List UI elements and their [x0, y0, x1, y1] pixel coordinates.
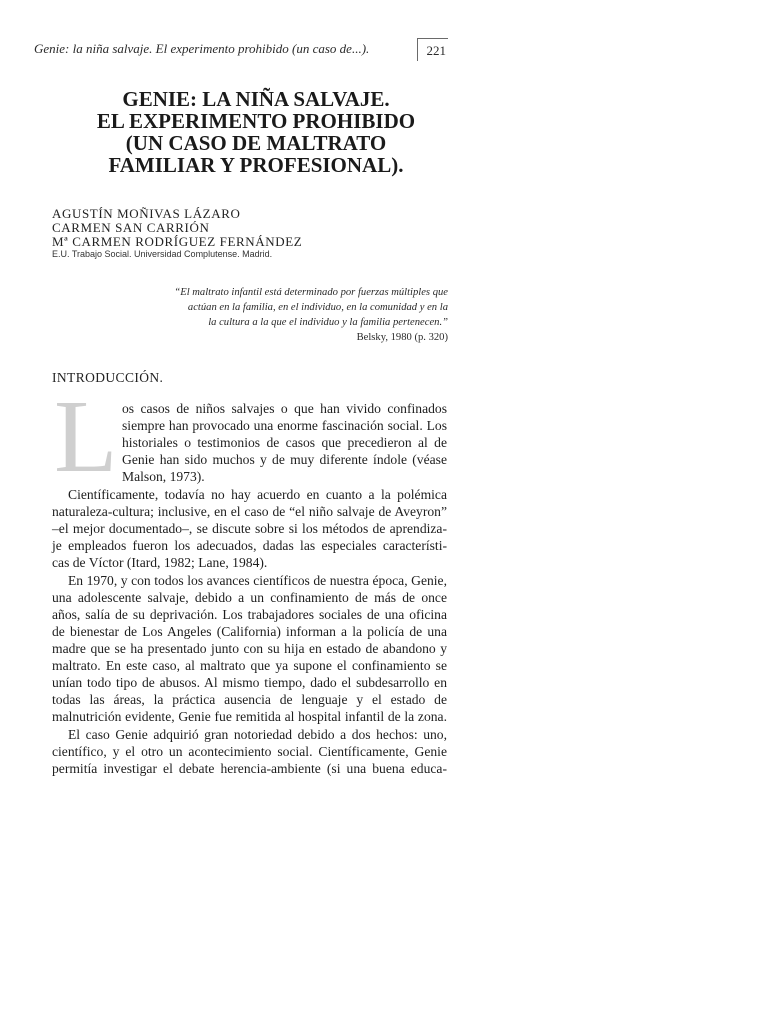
title-line: EL EXPERIMENTO PROHIBIDO: [96, 109, 416, 133]
title-line: (UN CASO DE MALTRATO: [125, 131, 387, 155]
text-line: En 1970, y con todos los avances científicos de nuestra época, Genie,: [68, 573, 447, 588]
text-line: naturaleza-cultura; inclusive, en el caso de “el niño salvaje de Aveyron”: [52, 504, 447, 519]
text-line: malnutrición evidente, Genie fue remitida al hospital infantil de la zona.: [52, 709, 447, 724]
section-heading: INTRODUCCIÓN.: [52, 370, 164, 385]
text-line: cas de Víctor (Itard, 1982; Lane, 1984).: [52, 555, 268, 570]
text-line: –el mejor documentado–, se discute sobre si los métodos de aprendiza-: [52, 521, 447, 536]
text-line: siempre han provocado una enorme fascinación social. Los: [122, 418, 447, 433]
text-line: Científicamente, todavía no hay acuerdo en cuanto a la polémica: [68, 487, 447, 502]
text-line: historiales o testimonios de casos que precedieron al de: [122, 435, 447, 450]
text-line: todas las áreas, la práctica ausencia de lenguaje y el estado de: [52, 692, 447, 707]
author-name: AGUSTÍN MOÑIVAS LÁZARO: [52, 206, 241, 221]
text-line: El caso Genie adquirió gran notoriedad debido a dos hechos: uno,: [68, 727, 447, 742]
running-title: Genie: la niña salvaje. El experimento prohibido (un caso de...).: [34, 41, 370, 56]
author-name: CARMEN SAN CARRIÓN: [52, 220, 210, 235]
text-line: científico, y el otro un acontecimiento social. Científicamente, Genie: [52, 744, 447, 759]
epigraph-source: Belsky, 1980 (p. 320): [356, 332, 448, 343]
text-line: Genie han sido muchos y de muy diferente índole (véase: [122, 452, 447, 467]
text-line: os casos de niños salvajes o que han vivido confinados: [122, 401, 447, 416]
text-line: permitía investigar el debate herencia-ambiente (si una buena educa-: [52, 761, 447, 776]
page-number: 221: [417, 38, 448, 61]
text-line: una adolescente salvaje, debido a un confinamiento de más de once: [52, 590, 447, 605]
article-title: [56, 88, 456, 176]
text-line: de bienestar de Los Angeles (California) informan a la policía de una: [52, 624, 447, 639]
text-line: madre que se ha presentado junto con su hija en estado de abandono y: [52, 641, 447, 656]
affiliation: E.U. Trabajo Social. Universidad Complutense. Madrid.: [52, 249, 273, 259]
title-line: GENIE: LA NIÑA SALVAJE.: [122, 87, 390, 111]
text-line: Malson, 1973).: [122, 469, 205, 484]
epigraph: [140, 285, 448, 345]
title-line: FAMILIAR Y PROFESIONAL).: [108, 153, 404, 177]
text-line: maltrato. En este caso, al maltrato que ya supone el confinamiento se: [52, 658, 447, 673]
epigraph-line: “El maltrato infantil está determinado por fuerzas múltiples que: [174, 287, 448, 298]
author-list: [52, 207, 302, 249]
epigraph-line: actúan en la familia, en el individuo, en la comunidad y en la: [187, 302, 448, 313]
epigraph-quote: [140, 285, 448, 330]
epigraph-line: la cultura a la que el individuo y la familia pertenecen.”: [208, 317, 448, 328]
text-line: años, salía de su deprivación. Los trabajadores sociales de una oficina: [52, 607, 447, 622]
running-header: [34, 38, 448, 62]
text-line: je empleados fueron los adecuados, dadas las especiales característi-: [52, 538, 447, 553]
drop-cap-letter: L: [54, 379, 118, 494]
author-name: Mª CARMEN RODRÍGUEZ FERNÁNDEZ: [52, 234, 303, 249]
text-line: unían todo tipo de abusos. Al mismo tiempo, dado el subdesarrollo en: [52, 675, 447, 690]
